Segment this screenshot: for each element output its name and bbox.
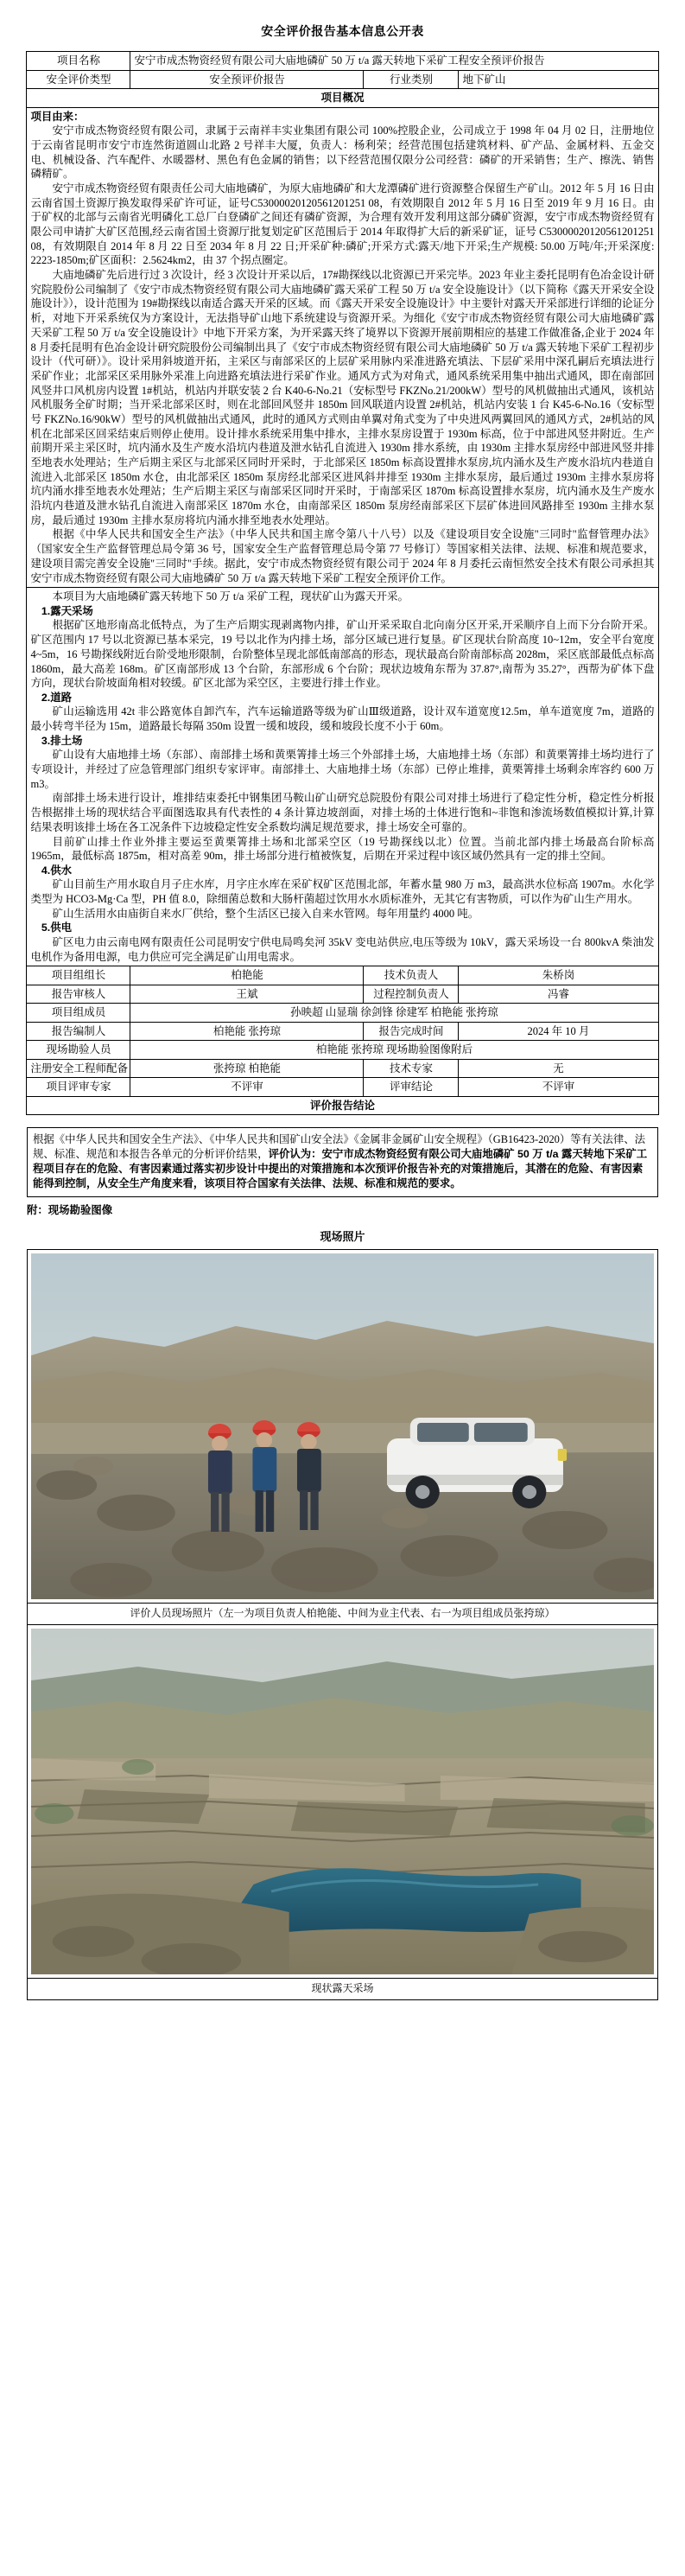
technical-lead-value: 朱桥岗: [459, 966, 658, 985]
power-paragraph: 矿区电力由云南电网有限责任公司昆明安宁供电局鸣矣河 35kV 变电站供应,电压等级为 10kV，露天采场设一台 800kvA 柴油发电机作为备用电源，电力供应可完全满足矿山用电需求。: [30, 936, 655, 963]
photo-row-2: [28, 1624, 658, 1978]
table-row-project-name: [27, 52, 658, 71]
team-members-value: 孙映超 山显瑞 徐剑锋 徐建军 柏艳能 张挎琼: [130, 1004, 658, 1023]
photo-cell-2: [28, 1624, 658, 1978]
scope-intro: 本项目为大庙地磷矿露天转地下 50 万 t/a 采矿工程，现状矿山为露天开采。: [52, 590, 409, 603]
table-row-eval-type: [27, 70, 658, 89]
process-control-value: 冯睿: [459, 985, 658, 1004]
table-row-scope-body: [27, 588, 658, 966]
report-reviewer-value: 王斌: [130, 985, 364, 1004]
table-row-compiler: [27, 1022, 658, 1041]
photo-caption-row-1: [28, 1604, 658, 1625]
item-text-road: 矿山运输选用 42t 非公路宽体自卸汽车，汽车运输道路等级为矿山Ⅲ级道路，设计双车道宽度12.5m，单车道宽度 7m，道路的最小转弯半径为 15m，道路最长每隔 350m 设置一缓和坡段，缓和坡段长度不小于 60m。: [30, 705, 655, 733]
review-conclusion-label: 评审结论: [364, 1078, 459, 1097]
photos-section-title: 现场照片: [320, 1230, 365, 1244]
water-paragraph-1: 矿山目前生产用水取自月子庄水库，月字庄水库在采矿权矿区范围北部，年蓄水量 980 万 m3，最高洪水位标高 1907m。水化学类型为 HCO3-Mg·Ca 型，PH 值 8.0，除细菌总数和大肠杆菌超过饮用水水质标准外，无其它有害物质，可以作为矿山生产用水。: [30, 878, 655, 906]
site-photo-personnel: [31, 1253, 654, 1599]
page-title: 安全评价报告基本信息公开表: [261, 24, 424, 38]
origin-paragraph-3: 大庙地磷矿先后进行过 3 次设计，经 3 次设计开采以后，17#勘探线以北资源已开采完毕。2023 年业主委托昆明有色冶金设计研究院股份公司编制了《安宁市成杰物资经贸有限公司大庙地磷矿露天采矿工程 50 万 t/a 安全设施设计》（以下简称《露天开采安全设施设计》），设计范围为 19#勘探线以南适合露天开采的区域。而《露天开采安全设施设计》中主要针对露天开采部进行详细的论证分析，对地下开采系统仅为方案设计，无法指导矿山地下系统建设与资源开采。为细化《安宁市成杰物资经贸有限公司大庙地磷矿露天采矿工程 50 万 t/a 安全设施设计》中地下开采方案，为开采露天终了境界以下资源开展前期相应的基建工作做准备,企业于 2024 年 8 月委托昆明有色冶金设计研究院股份公司编制出具了《安宁市成杰物资经贸有限公司大庙地磷矿 50 万 t/a 露天转地下采矿工程初步设计（代可研）》。设计采用斜坡道开拓，主采区与南部采区的上层矿采用脉内采准进路充填法、下层矿采用中深孔嗣后充填法进行采矿作业；北部采区采用脉外采准上向进路充填法进行采矿作业。通风方式为对角式，通风系统采用集中抽出式通风，即在南部回风竖井口风机房内设置 1#机站，机站内并联安装 2 台 K40-6-No.21（安标型号 FKZNo.21/200kW）型号的风机做抽出式通风，该机站风机服务全矿时期；当开采北部采区时，则在北部回风竖井 1850m 回风联道内设置 2#机站，机站内安装 1 台 K45-6-No.16（安标型号 FKZNo.16/90kW）型号的风机做抽出式通风，此时的通风方式则由单翼对角式变为了中央进风两翼回风的通风方式，2#机站的风机在北部采区回采结束后则停止使用。设计排水系统采用集中排水，主排水泵房设置于 1930m 标高，位于中部进风竖井附近。生产前期开采主采区时，坑内涌水及生产废水沿坑内巷道及泄水钻孔自流进入 1930m 排水系统，由 1930m 主排水泵房经中部进风竖井排至地表水处理站；生产后期主采区与北部采区同时开采时，于北部采区 1850m 标高设置排水泵房,坑内涌水及生产废水沿坑内巷道自流进入北部采区 1850m 水仓，由北部采区 1850m 泵房经北部采区进风斜井排至 1930m 主排水泵房，最后通过 1930m 主排水泵房将坑内涌水排至地表水处理站；生产后期主采区与南部采区同时开采时，于南部采区 1870m 标高设置排水泵房，坑内涌水及生产废水沿坑内巷道及泄水钻孔自流进入南部采区 1870m 水仓，由南部采区 1850m 泵房经南部采区下层矿体进回风路排至 1930m 主排水泵房，最后通过 1930m 主排水泵房将坑内涌水排至地表水处理站。: [30, 269, 655, 526]
photo-caption-1: 评价人员现场照片（左一为项目负责人柏艳能、中间为业主代表、右一为项目组成员张挎琼）: [28, 1604, 658, 1625]
table-row-section-overview: [27, 89, 658, 108]
project-leader-value: 柏艳能: [130, 966, 364, 985]
technical-expert-label: 技术专家: [364, 1059, 459, 1078]
registered-engineer-label: 注册安全工程师配备: [27, 1059, 130, 1078]
conclusion-section-title: 评价报告结论: [27, 1096, 658, 1115]
conclusion-text-b: 评价认为：安宁市成杰物资经贸有限公司大庙地磷矿 50 万 t/a 露天转地下采矿工程项目存在的危险、有害因素通过落实初步设计中提出的对策措施和本次预评价报告补充的对策措施后，其潜在的危险、有害因素能得到控制，从安全生产角度来看，该项目符合国家有关法律、法规、标准和规范的要求。: [33, 1148, 648, 1190]
table-row-reviewer: [27, 985, 658, 1004]
item-text-openpit: 根据矿区地形南高北低特点，为了生产后期实现剥离物内排，矿山开采采取自北向南分区开采,开采顺序自上而下分台阶开采。矿区范围内 17 号以北资源已基本采完，19 号以北作为内排土场，部分区域已进行复垦。矿区现状台阶高度 10~12m，安全平台宽度 4~5m，16 号勘探线附近台阶受地形限制，台阶整体呈现北部低南部高的形态，现状最高台阶南部标高 2028m，采区底部最低点标高1860m，最大高差 168m。矿区南部形成 13 个台阶，东部形成 6 个台阶；现状边坡角东帮为 37.87°,南帮为 35.27°，西帮为矿体下盘方向，现状台阶坡面角相对较缓。矿区北部为采空区，主要进行排土作业。: [30, 619, 655, 690]
photo-cell-1: [28, 1250, 658, 1604]
table-row-leader: [27, 966, 658, 985]
eval-type-label: 安全评价类型: [27, 70, 130, 89]
table-row-members: [27, 1004, 658, 1023]
site-survey-label: 现场勘验人员: [27, 1041, 130, 1060]
overview-section-title: 项目概况: [27, 89, 658, 108]
registered-engineer-value: 张挎琼 柏艳能: [130, 1059, 364, 1078]
dump-paragraph-1: 南部排土场未进行设计，堆排结束委托中钢集团马鞍山矿山研究总院股份有限公司对排土场进行了稳定性分析，稳定性分析报告根据排土场的现状结合平面图选取具有代表性的 4 条计算边坡剖面，对排土场的土体进行饱和~非饱和渗流场数值模拟计算,计算结果表明该排土场在各工况条件下边坡稳定性安全系数均满足规范要求，排土场安全可靠的。: [30, 792, 655, 833]
conclusion-text-a: 根据《中华人民共和国安全生产法》、《中华人民共和国矿山安全法》《金属非金属矿山安全规程》（GB16423-2020）等有关法律、法规、标准、规范和本报告各单元的分析评价结果，: [33, 1133, 645, 1161]
photo-caption-row-2: [28, 1978, 658, 1999]
site-photos-table: [27, 1249, 658, 1999]
site-survey-value: 柏艳能 张挎琼 现场勘验图像附后: [130, 1041, 658, 1060]
overview-body: [27, 107, 658, 588]
scope-body: [27, 588, 658, 966]
project-leader-label: 项目组组长: [27, 966, 130, 985]
origin-heading: 项目由来：: [30, 110, 85, 123]
review-conclusion-value: 不评审: [459, 1078, 658, 1097]
dump-paragraph-2: 目前矿山排土作业外排主要运至黄栗箐排土场和北部采空区（19 号勘探线以北）位置。当前北部内排土场最高台阶标高 1965m，最低标高 1875m，相对高差 90m，排土场部分进行植被恢复，后期在开采过程中该区域仍然具有一定的排土空间。: [30, 835, 655, 863]
completion-time-value: 2024 年 10 月: [459, 1022, 658, 1041]
attachment-note: 附：现场勘验图像: [27, 1204, 113, 1217]
item-heading-dump: 3.排土场: [41, 734, 83, 747]
item-heading-water: 4.供水: [41, 864, 72, 877]
report-compiler-value: 柏艳能 张挎琼: [130, 1022, 364, 1041]
completion-time-label: 报告完成时间: [364, 1022, 459, 1041]
origin-paragraph-2: 安宁市成杰物资经贸有限责任公司大庙地磷矿，为原大庙地磷矿和大龙潭磷矿进行资源整合保留生产矿山。2012 年 5 月 16 日由云南省国土资源厅换发取得采矿许可证，证号C53000020120561201251 08，有效期限自 2012 年 5 月 16 日至 2019 年 9 月 16 日。由于矿权的北部与云南省光明磷化工总厂白登磷矿之间还有磷矿资源，为合理有效开发利用这部分磷矿资源，安宁市成杰物资经贸有限公司申请扩大矿区范围,经云南省国土资源厅批复划定矿区范围后于 2014 年取得扩大后的新采矿证，证号 C53000020120561201251 08，有效期限自 2014 年 8 月 22 日至 2034 年 8 月 22 日;开采矿种:磷矿;开采方式:露天/地下开采;生产规模: 50.00 万吨/年;开采深度: 2223-1850m;矿区面积：2.5624km2，由 37 个拐点圈定。: [30, 182, 655, 267]
industry-value: 地下矿山: [459, 70, 658, 89]
team-members-label: 项目组成员: [27, 1004, 130, 1023]
eval-type-value: 安全预评价报告: [130, 70, 364, 89]
site-photo-open-pit: [31, 1629, 654, 1974]
photo-row-1: [28, 1250, 658, 1604]
project-name-label: 项目名称: [27, 52, 130, 71]
project-name-value: 安宁市成杰物资经贸有限公司大庙地磷矿 50 万 t/a 露天转地下采矿工程安全预评价报告: [130, 52, 658, 71]
basic-info-table: [26, 51, 658, 1115]
report-compiler-label: 报告编制人: [27, 1022, 130, 1041]
item-text-dump: 矿山设有大庙地排土场（东部）、南部排土场和黄栗箐排土场三个外部排土场，大庙地排土场（东部）和黄栗箐排土场均进行了专项设计，并经过了应急管理部门组织专家评审。南部排土、大庙地排土场（东部）已停止堆排，黄栗箐排土场剩余库容约 600 万 m3。: [30, 749, 655, 790]
water-paragraph-2: 矿山生活用水由庙街自来水厂供给，整个生活区已接入自来水管网。每年用量约 4000 吨。: [52, 907, 479, 920]
origin-paragraph-1: 安宁市成杰物资经贸有限公司，隶属于云南祥丰实业集团有限公司 100%控股企业，公司成立于 1998 年 04 月 02 日，注册地位于云南省昆明市安宁市连然街道圆山北路 2 号祥丰大厦，负责人：杨利荣；经营范围包括建筑材料、矿产品、金属材料、五金交电、机械设备、汽车配件、水暖器材、黑色有色金属的销售；以下经营范围仅限分公司经营：磷矿的开采销售；生产、擦洗、销售磷精矿。: [30, 124, 655, 181]
table-row-site-survey: [27, 1041, 658, 1060]
technical-lead-label: 技术负责人: [364, 966, 459, 985]
table-row-review-expert: [27, 1078, 658, 1097]
table-row-registered-engineer: [27, 1059, 658, 1078]
industry-label: 行业类别: [364, 70, 459, 89]
table-row-conclusion-head: [27, 1096, 658, 1115]
item-heading-road: 2.道路: [41, 691, 72, 704]
photo-caption-2: 现状露天采场: [28, 1978, 658, 1999]
conclusion-box: [27, 1127, 658, 1197]
table-row-overview-body: [27, 107, 658, 588]
item-heading-power: 5.供电: [41, 921, 72, 934]
process-control-label: 过程控制负责人: [364, 985, 459, 1004]
report-reviewer-label: 报告审核人: [27, 985, 130, 1004]
origin-paragraph-4: 根据《中华人民共和国安全生产法》（中华人民共和国主席令第八十八号）以及《建设项目安全设施"三同时"监督管理办法》（国家安全生产监督管理总局令第 36 号，国家安全生产监督管理总局令第 77 号修订）等国家相关法律、法规、标准和规范要求，建设项目需完善安全设施"三同时"手续。据此，安宁市成杰物资经贸有限公司于 2024 年 8 月委托云南恒然安全技术有限公司承担其安宁市成杰物资经贸有限公司大庙地磷矿 50 万 t/a 露天转地下采矿工程安全预评价工作。: [30, 528, 655, 584]
review-expert-label: 项目评审专家: [27, 1078, 130, 1097]
review-expert-value: 不评审: [130, 1078, 364, 1097]
item-heading-openpit: 1.露天采场: [41, 604, 93, 617]
technical-expert-value: 无: [459, 1059, 658, 1078]
